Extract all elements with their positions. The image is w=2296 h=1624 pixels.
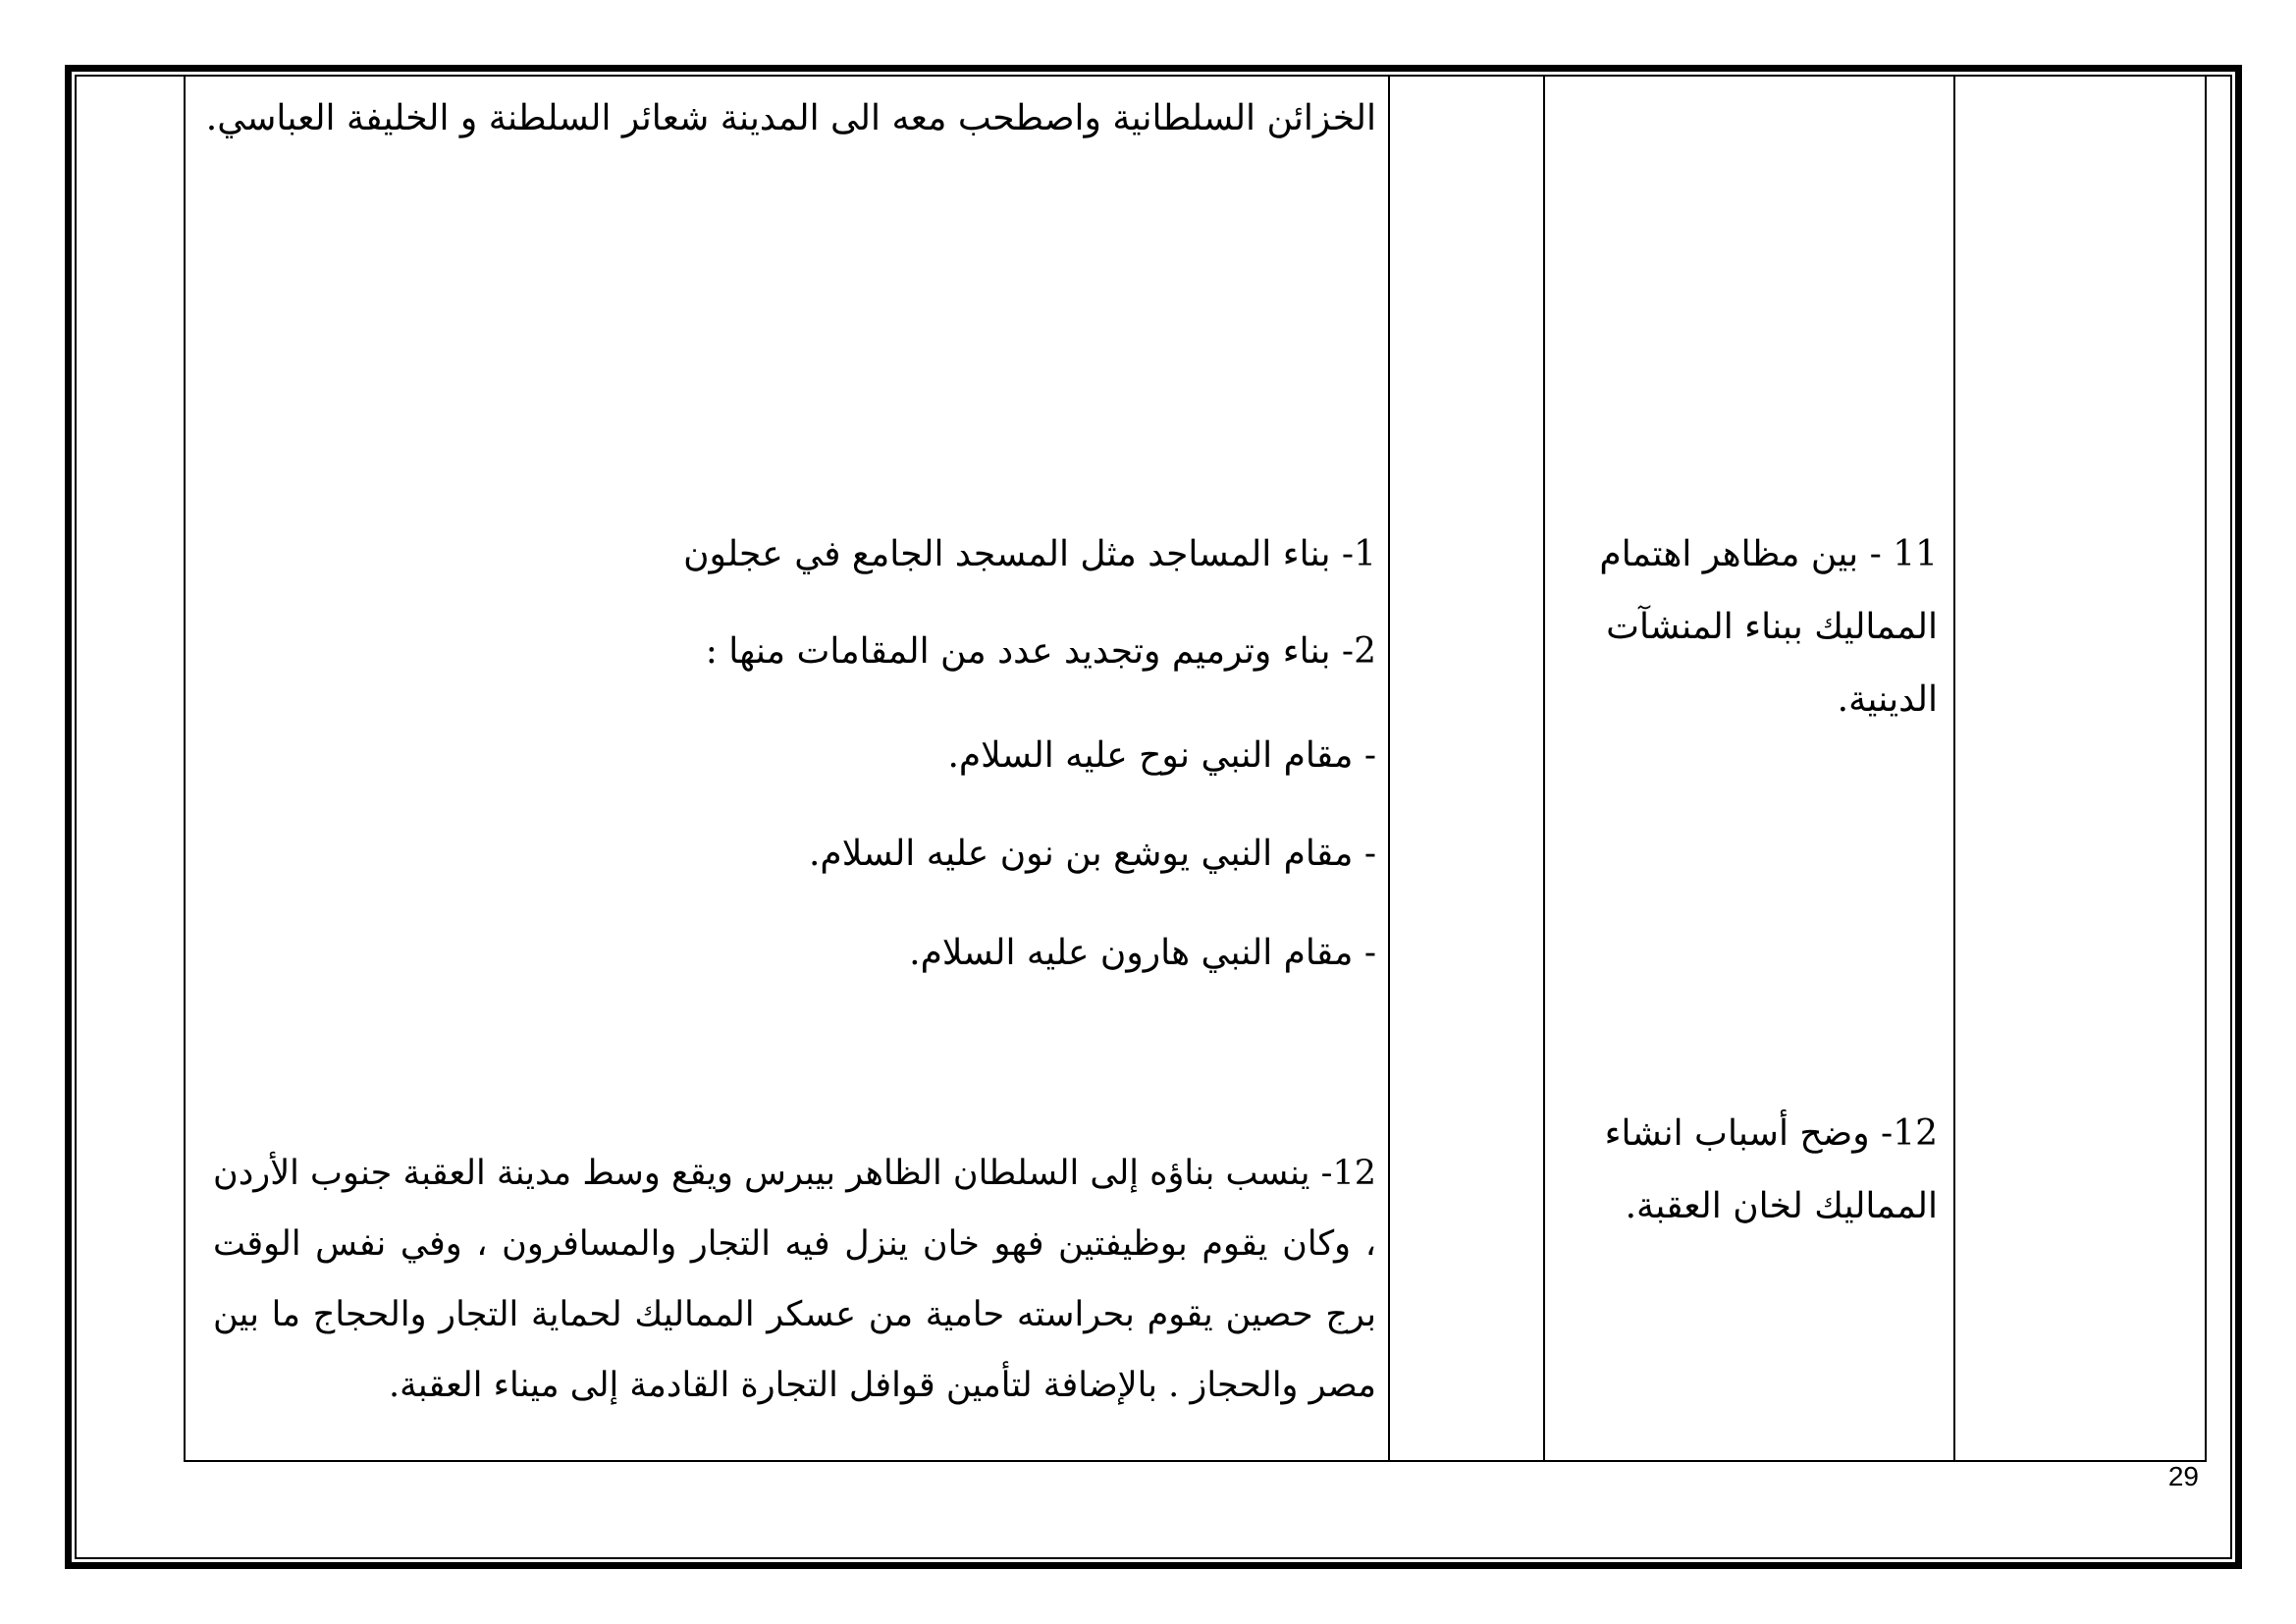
table-divider-question bbox=[1953, 77, 1955, 1461]
table-left-border bbox=[184, 77, 186, 1461]
q11-answer-item-2: 2- بناء وترميم وتجديد عدد من المقامات منها : bbox=[705, 631, 1376, 672]
answer-top-continuation: الخزائن السلطانية واصطحب معه الى المدينة شعائر السلطنة و الخليفة العباسي. bbox=[205, 98, 1376, 138]
question-11: 11 - بين مظاهر اهتمام المماليك ببناء المنشآت الدينية. bbox=[1599, 534, 1938, 720]
table-bottom-border bbox=[184, 1460, 2207, 1462]
question-12: 12- وضح أسباب انشاء المماليك لخان العقبة. bbox=[1604, 1113, 1938, 1226]
shrine-list-item: - مقام النبي نوح عليه السلام. bbox=[947, 735, 1376, 776]
shrine-list-item: - مقام النبي يوشع بن نون عليه السلام. bbox=[808, 834, 1376, 874]
table-divider-answer bbox=[1388, 77, 1390, 1461]
shrine-list-item: - مقام النبي هارون عليه السلام. bbox=[909, 933, 1376, 973]
table-right-border bbox=[2205, 77, 2207, 1461]
page-number: 29 bbox=[2167, 1461, 2199, 1491]
q11-answer-item-1: 1- بناء المساجد مثل المسجد الجامع في عجلون bbox=[683, 534, 1376, 574]
table-divider-empty bbox=[1543, 77, 1545, 1461]
q12-answer-paragraph: 12- ينسب بناؤه إلى السلطان الظاهر بيبرس ويقع وسط مدينة العقبة جنوب الأردن ، وكان يقوم بوظيفتين فهو خان ينزل فيه التجار والمسافرون ، وفي نفس الوقت برج حصين يقوم بحراسته حامية من عسكر المماليك لحماية التجار والحجاج ما بين مصر والحجاز . بالإضافة لتأمين قوافل التجارة القادمة إلى ميناء العقبة. bbox=[213, 1154, 1376, 1405]
